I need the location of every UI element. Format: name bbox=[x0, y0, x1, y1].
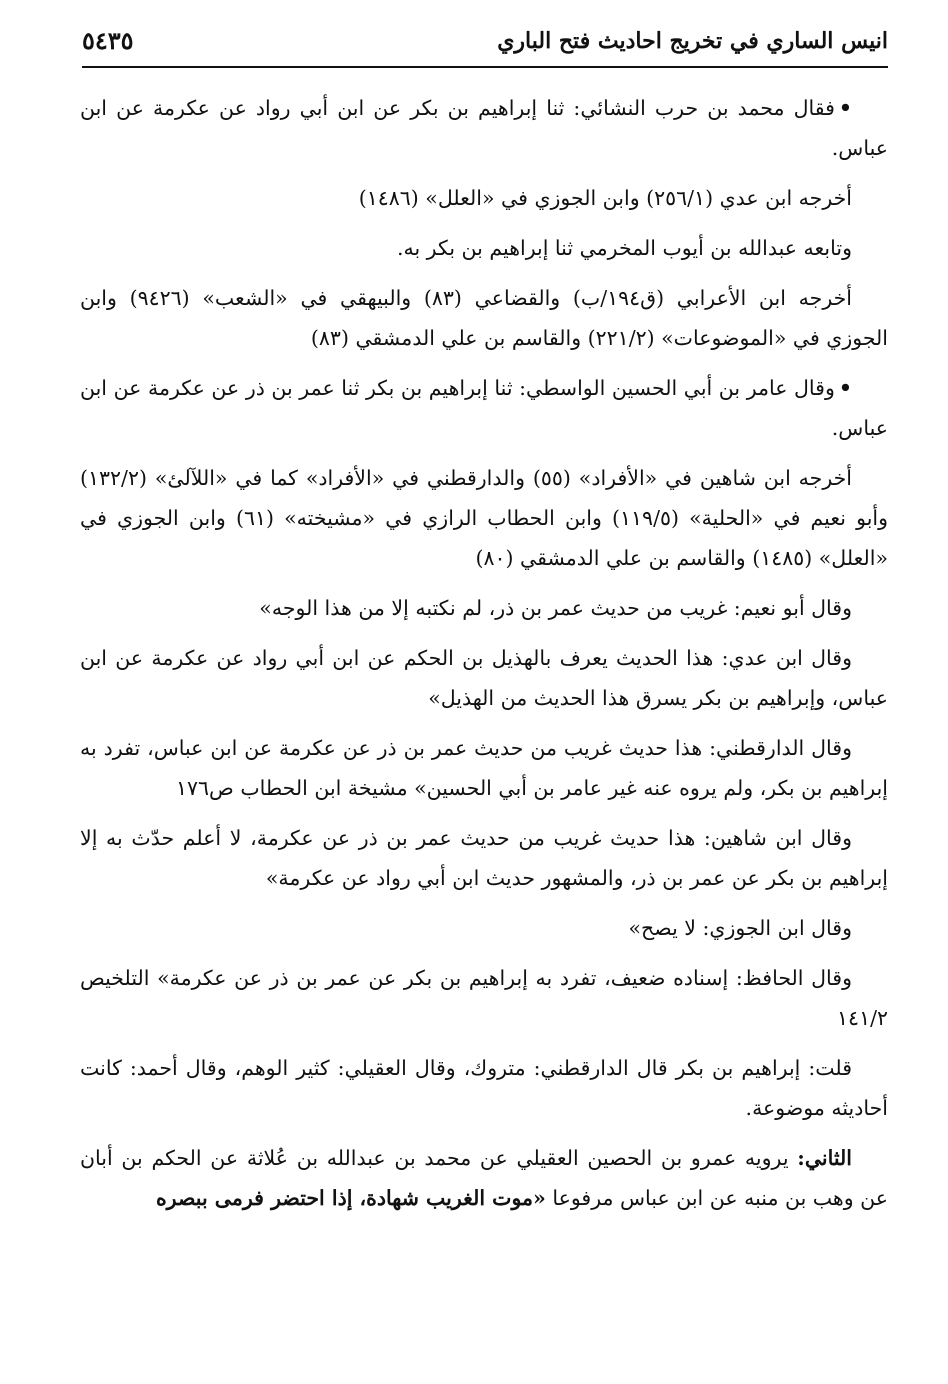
paragraph-ibn-shahin: وقال ابن شاهين: هذا حديث غريب من حديث عمر بن ذر عن عكرمة، لا أعلم حدّث به إلا إبراهيم بن بكر عن عمر بن ذر، والمشهور حديث ابن أبي رواد عن عكرمة» bbox=[80, 826, 888, 890]
hadith-matn: «موت الغريب شهادة، إذا احتضر فرمى ببصره bbox=[155, 1186, 546, 1210]
page-body bbox=[80, 88, 888, 1228]
paragraph-second-hadith bbox=[80, 1138, 888, 1218]
paragraph-text: يرويه عمرو بن الحصين العقيلي عن محمد بن عبدالله بن عُلاثة عن الحكم بن أبان عن وهب بن منبه عن ابن عباس مرفوعا bbox=[80, 1146, 888, 1210]
bullet-icon: • bbox=[838, 96, 852, 120]
paragraph-takhrij-1: أخرجه ابن عدي (٢٥٦/١) وابن الجوزي في «العلل» (١٤٨٦) bbox=[358, 186, 852, 210]
paragraph-text: وقال عامر بن أبي الحسين الواسطي: ثنا إبراهيم بن بكر ثنا عمر بن ذر عن عكرمة عن ابن عباس. bbox=[80, 376, 888, 440]
paragraph-qultu: قلت: إبراهيم بن بكر قال الدارقطني: متروك، وقال العقيلي: كثير الوهم، وقال أحمد: كانت أحاديثه موضوعة. bbox=[80, 1056, 888, 1120]
page-header bbox=[82, 18, 888, 68]
running-title: انيس الساري في تخريج احاديث فتح الباري bbox=[497, 28, 888, 54]
paragraph-abu-nuaym: وقال أبو نعيم: غريب من حديث عمر بن ذر، لم نكتبه إلا من هذا الوجه» bbox=[259, 596, 852, 620]
bullet-icon: • bbox=[838, 376, 852, 400]
paragraph-takhrij-3: أخرجه ابن شاهين في «الأفراد» (٥٥) والدارقطني في «الأفراد» كما في «اللآلئ» (١٣٢/٢) وأبو نعيم في «الحلية» (١١٩/٥) وابن الحطاب الرازي في «مشيخته» (٦١) وابن الجوزي في «العلل» (١٤٨٥) والقاسم بن علي الدمشقي (٨٠) bbox=[80, 466, 888, 570]
paragraph-mutabaa: وتابعه عبدالله بن أيوب المخرمي ثنا إبراهيم بن بكر به. bbox=[396, 236, 852, 260]
paragraph-text: فقال محمد بن حرب النشائي: ثنا إبراهيم بن بكر عن ابن أبي رواد عن عكرمة عن ابن عباس. bbox=[80, 96, 888, 160]
paragraph-alhafiz: وقال الحافظ: إسناده ضعيف، تفرد به إبراهيم بن بكر عن عمر بن ذر عن عكرمة» التلخيص ١٤١/٢ bbox=[80, 966, 888, 1030]
page-number: ٥٤٣٥ bbox=[82, 26, 134, 55]
paragraph-daraqutni: وقال الدارقطني: هذا حديث غريب من حديث عمر بن ذر عن عكرمة عن ابن عباس، تفرد به إبراهيم بن بكر، ولم يروه عنه غير عامر بن أبي الحسين» مشيخة ابن الحطاب ص١٧٦ bbox=[80, 736, 888, 800]
paragraph-ibn-aljawzi: وقال ابن الجوزي: لا يصح» bbox=[628, 916, 852, 940]
paragraph-ibn-adi: وقال ابن عدي: هذا الحديث يعرف بالهذيل بن الحكم عن ابن أبي رواد عن عكرمة عن ابن عباس، وإبراهيم بن بكر يسرق هذا الحديث من الهذيل» bbox=[80, 646, 888, 710]
paragraph-lead: الثاني: bbox=[797, 1146, 852, 1170]
paragraph-bullet-2 bbox=[80, 368, 888, 448]
paragraph-takhrij-2: أخرجه ابن الأعرابي (ق١٩٤/ب) والقضاعي (٨٣) والبيهقي في «الشعب» (٩٤٢٦) وابن الجوزي في «الموضوعات» (٢٢١/٢) والقاسم بن علي الدمشقي (٨٣) bbox=[80, 286, 888, 350]
paragraph-bullet-1 bbox=[80, 88, 888, 168]
